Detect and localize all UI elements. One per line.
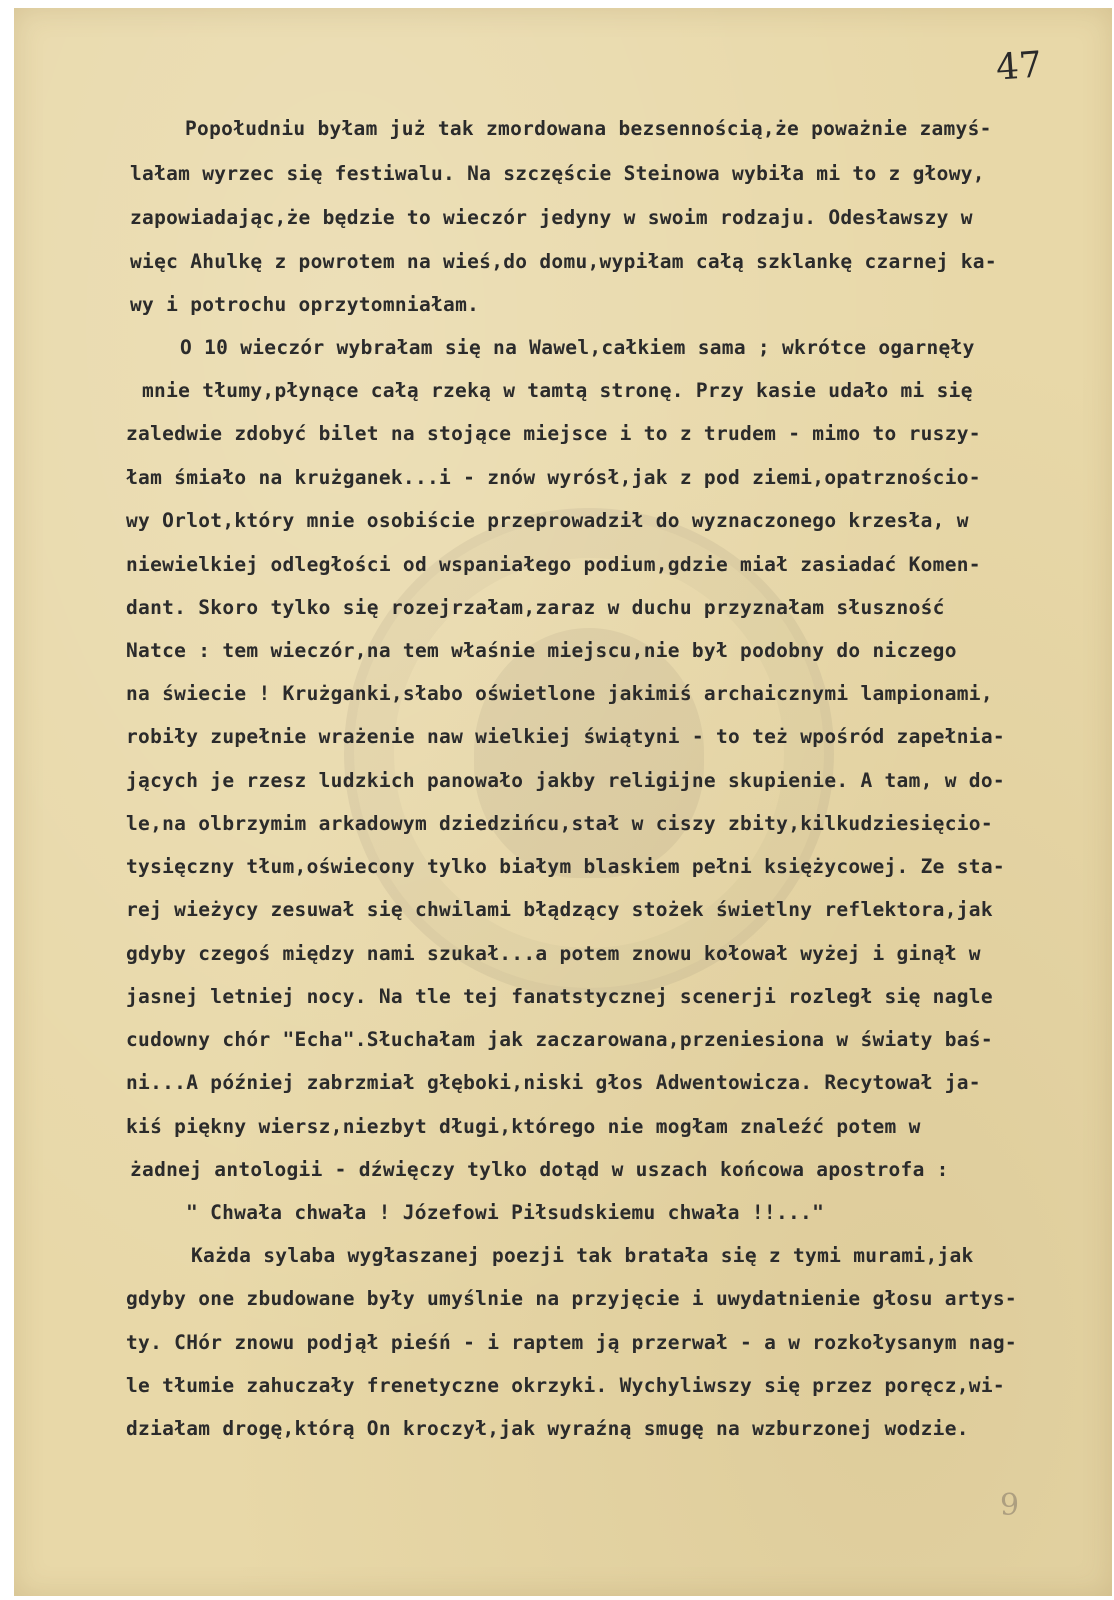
- text-line: kiś piękny wiersz,niezbyt długi,którego nie mogłam znaleźć potem w: [126, 1115, 921, 1138]
- text-line: lałam wyrzec się festiwalu. Na szczęście Steinowa wybiła mi to z głowy,: [130, 162, 985, 185]
- text-line: ni...A później zabrzmiał głęboki,niski głos Adwentowicza. Recytował ja-: [126, 1071, 981, 1094]
- text-line: tysięczny tłum,oświecony tylko białym blaskiem pełni księżycowej. Ze sta-: [126, 855, 1005, 878]
- text-line: gdyby czegoś między nami szukał...a potem znowu kołował wyżej i ginął w: [126, 942, 981, 965]
- text-line: gdyby one zbudowane były umyślnie na przyjęcie i uwydatnienie głosu artys-: [126, 1287, 1017, 1310]
- text-line: łam śmiało na krużganek...i - znów wyrósł,jak z pod ziemi,opatrznościo-: [126, 466, 981, 489]
- text-line: wy Orlot,który mnie osobiście przeprowadził do wyznaczonego krzesła, w: [126, 509, 969, 532]
- text-line: na świecie ! Krużganki,słabo oświetlone jakimiś archaicznymi lampionami,: [126, 682, 993, 705]
- text-line: dant. Skoro tylko się rozejrzałam,zaraz w duchu przyznałam słuszność: [126, 596, 945, 619]
- text-line: " Chwała chwała ! Józefowi Piłsudskiemu chwała !!...": [186, 1201, 825, 1224]
- corner-number: 9: [1000, 1488, 1020, 1523]
- text-line: robiły zupełnie wrażenie naw wielkiej świątyni - to też wpośród zapełnia-: [126, 725, 1005, 748]
- text-line: działam drogę,którą On kroczył,jak wyraźną smugę na wzburzonej wodzie.: [126, 1417, 969, 1440]
- text-line: wy i potrochu oprzytomniałam.: [130, 293, 480, 316]
- text-line: więc Ahulkę z powrotem na wieś,do domu,wypiłam całą szklankę czarnej ka-: [130, 250, 997, 273]
- text-line: żadnej antologii - dźwięczy tylko dotąd w uszach końcowa apostrofa :: [130, 1158, 949, 1181]
- text-line: niewielkiej odległości od wspaniałego podium,gdzie miał zasiadać Komen-: [126, 553, 981, 576]
- text-line: Każda sylaba wygłaszanej poezji tak bratała się z tymi murami,jak: [191, 1244, 974, 1267]
- text-line: le tłumie zahuczały frenetyczne okrzyki. Wychyliwszy się przez poręcz,wi-: [126, 1374, 1005, 1397]
- text-line: Natce : tem wieczór,na tem właśnie miejscu,nie był podobny do niczego: [126, 639, 957, 662]
- text-line: jasnej letniej nocy. Na tle tej fanatstycznej scenerji rozległ się nagle: [126, 985, 993, 1008]
- text-line: le,na olbrzymim arkadowym dziedzińcu,stał w ciszy zbity,kilkudziesięcio-: [126, 812, 993, 835]
- text-line: zaledwie zdobyć bilet na stojące miejsce i to z trudem - mimo to ruszy-: [126, 422, 981, 445]
- text-line: zapowiadając,że będzie to wieczór jedyny w swoim rodzaju. Odesławszy w: [130, 206, 973, 229]
- page-number: 47: [994, 44, 1044, 89]
- text-line: rej wieżycy zesuwał się chwilami błądzący stożek świetlny reflektora,jak: [126, 898, 993, 921]
- text-line: Popołudniu byłam już tak zmordowana bezsennością,że poważnie zamyś-: [185, 117, 992, 140]
- text-line: jących je rzesz ludzkich panowało jakby religijne skupienie. A tam, w do-: [126, 769, 1005, 792]
- text-line: O 10 wieczór wybrałam się na Wawel,całkiem sama ; wkrótce ogarnęły: [180, 336, 975, 359]
- text-line: cudowny chór "Echa".Słuchałam jak zaczarowana,przeniesiona w światy baś-: [126, 1028, 993, 1051]
- text-line: ty. CHór znowu podjął pieśń - i raptem ją przerwał - a w rozkołysanym nag-: [126, 1331, 1017, 1354]
- text-line: mnie tłumy,płynące całą rzeką w tamtą stronę. Przy kasie udało mi się: [142, 379, 973, 402]
